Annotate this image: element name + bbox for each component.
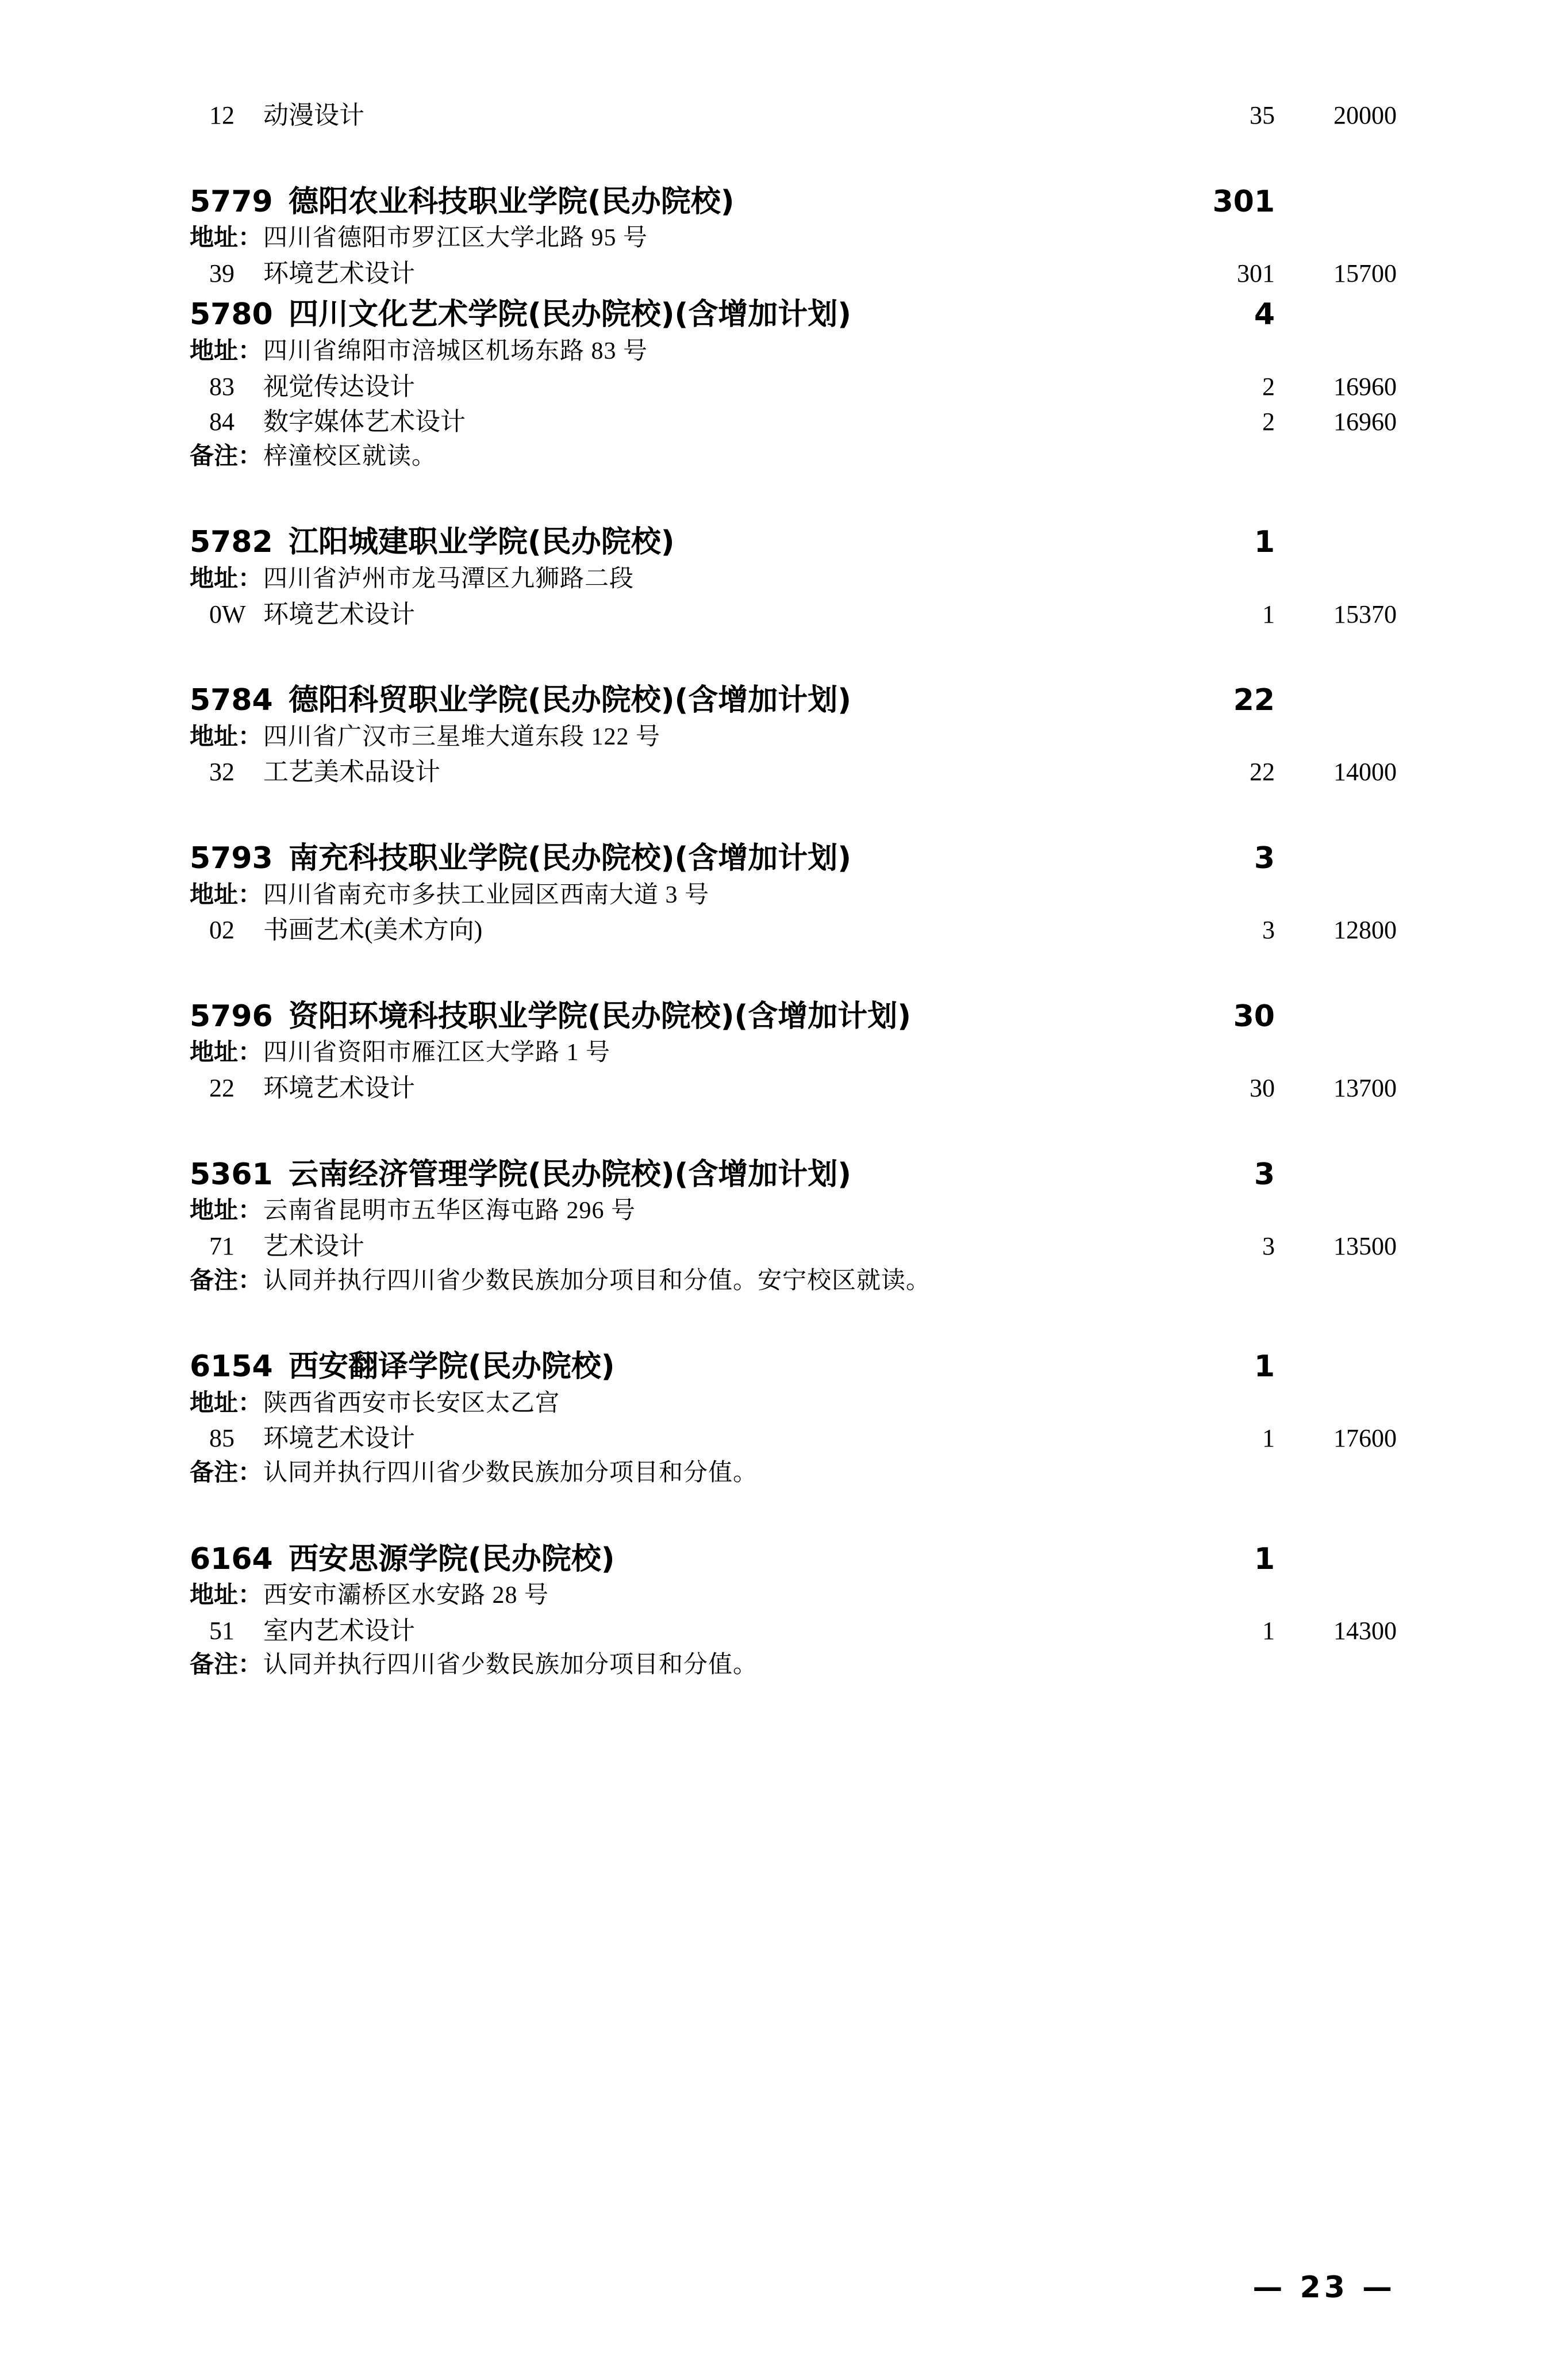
- address-label: 地址：: [190, 566, 263, 593]
- major-plan: 3: [1262, 1231, 1275, 1260]
- address-text: 四川省绵阳市涪城区机场东路 83 号: [263, 338, 648, 364]
- school-name: 江阳城建职业学院(民办院校): [289, 525, 675, 560]
- school-code: 5782: [190, 525, 273, 560]
- school-header: [190, 997, 1397, 1037]
- school-total-plan: 1: [1254, 1541, 1275, 1576]
- page-content: [190, 98, 1397, 1683]
- remark-label: 备注：: [190, 1267, 263, 1294]
- remark-text: 认同并执行四川省少数民族加分项目和分值。安宁校区就读。: [263, 1267, 931, 1294]
- major-row: [190, 1421, 1397, 1456]
- major-row: [190, 1229, 1397, 1264]
- school-remark: [190, 1456, 1397, 1491]
- school-address: [190, 562, 1397, 597]
- school-code: 5784: [190, 683, 273, 718]
- address-label: 地址：: [190, 1198, 263, 1225]
- major-label: [190, 256, 1160, 291]
- major-fee: 13500: [1333, 1231, 1397, 1260]
- school-remark: [190, 1648, 1397, 1683]
- major-code: 83: [209, 372, 235, 401]
- address-label: 地址：: [190, 1390, 263, 1417]
- school-code: 6164: [190, 1541, 273, 1576]
- major-label: [190, 1229, 1160, 1264]
- address-label: 地址：: [190, 881, 263, 908]
- major-code: 85: [209, 1424, 235, 1453]
- major-plan: 3: [1262, 916, 1275, 945]
- major-label: [190, 597, 1160, 632]
- school-name: 南充科技职业学院(民办院校)(含增加计划): [289, 841, 852, 876]
- major-row: [190, 98, 1397, 133]
- major-code: 39: [209, 259, 235, 287]
- school-header: [190, 839, 1397, 878]
- school-entry: [190, 183, 1397, 291]
- major-code: 0W: [209, 600, 246, 628]
- school-name: 德阳农业科技职业学院(民办院校): [289, 184, 735, 219]
- major-row: [190, 1070, 1397, 1106]
- spacer: [190, 133, 1397, 183]
- major-plan: 35: [1250, 101, 1275, 129]
- school-header: [190, 523, 1397, 562]
- major-fee: 12800: [1333, 916, 1397, 945]
- school-name: 四川文化艺术学院(民办院校)(含增加计划): [289, 297, 852, 332]
- school-header: [190, 1156, 1397, 1195]
- major-plan: 1: [1262, 1424, 1275, 1453]
- major-name: 环境艺术设计: [263, 1424, 415, 1453]
- school-code: 5361: [190, 1157, 273, 1192]
- school-header: [190, 296, 1397, 335]
- major-code: 84: [209, 408, 235, 436]
- address-text: 四川省德阳市罗江区大学北路 95 号: [263, 225, 648, 252]
- major-name: 书画艺术(美术方向): [263, 916, 483, 945]
- school-title: [190, 681, 1160, 720]
- address-text: 云南省昆明市五华区海屯路 296 号: [263, 1198, 636, 1225]
- school-entry: [190, 296, 1397, 474]
- school-total-plan: 1: [1254, 1349, 1275, 1384]
- school-name: 西安翻译学院(民办院校): [289, 1349, 615, 1384]
- major-name: 数字媒体艺术设计: [263, 408, 466, 436]
- major-plan: 2: [1262, 372, 1275, 401]
- school-title: [190, 839, 1160, 878]
- remark-label: 备注：: [190, 1459, 263, 1486]
- major-plan: 1: [1262, 600, 1275, 628]
- school-title: [190, 523, 1160, 562]
- major-row: [190, 369, 1397, 405]
- school-address: [190, 1579, 1397, 1613]
- school-title: [190, 183, 1160, 222]
- spacer: [190, 790, 1397, 839]
- address-text: 四川省广汉市三星堆大道东段 122 号: [263, 723, 661, 750]
- major-name: 动漫设计: [263, 101, 364, 129]
- school-address: [190, 1387, 1397, 1421]
- page-number: — 23 —: [1252, 2270, 1396, 2305]
- school-name: 德阳科贸职业学院(民办院校)(含增加计划): [289, 683, 852, 718]
- school-code: 5779: [190, 184, 273, 219]
- remark-text: 梓潼校区就读。: [263, 443, 437, 470]
- major-fee: 14000: [1333, 758, 1397, 786]
- major-row: [190, 404, 1397, 440]
- school-title: [190, 1156, 1160, 1195]
- remark-label: 备注：: [190, 443, 263, 470]
- school-total-plan: 4: [1254, 297, 1275, 332]
- major-plan: 1: [1262, 1616, 1275, 1645]
- major-fee: 15370: [1333, 600, 1397, 628]
- major-row: [190, 912, 1397, 948]
- major-fee: 20000: [1333, 101, 1397, 129]
- major-label: [190, 754, 1160, 790]
- school-entry: [190, 1156, 1397, 1298]
- school-entry-list: [190, 183, 1397, 1683]
- school-remark: [190, 440, 1397, 474]
- major-name: 艺术设计: [263, 1231, 364, 1260]
- major-plan: 301: [1237, 259, 1275, 287]
- major-plan: 2: [1262, 408, 1275, 436]
- school-remark: [190, 1264, 1397, 1299]
- major-label: [190, 912, 1160, 948]
- major-row: [190, 597, 1397, 632]
- major-fee: 15700: [1333, 259, 1397, 287]
- school-address: [190, 335, 1397, 369]
- major-code: 02: [209, 916, 235, 945]
- major-label: [190, 1421, 1160, 1456]
- school-name: 云南经济管理学院(民办院校)(含增加计划): [289, 1157, 852, 1192]
- spacer: [190, 474, 1397, 523]
- school-title: [190, 997, 1160, 1037]
- major-code: 71: [209, 1231, 235, 1260]
- school-total-plan: 30: [1233, 999, 1275, 1034]
- major-fee: 16960: [1333, 372, 1397, 401]
- school-total-plan: 1: [1254, 525, 1275, 560]
- remark-label: 备注：: [190, 1652, 263, 1679]
- spacer: [190, 1298, 1397, 1348]
- major-name: 环境艺术设计: [263, 1074, 415, 1103]
- school-address: [190, 720, 1397, 755]
- school-code: 5796: [190, 999, 273, 1034]
- major-label: [190, 98, 1160, 133]
- major-fee: 17600: [1333, 1424, 1397, 1453]
- address-text: 四川省泸州市龙马潭区九狮路二段: [263, 566, 635, 593]
- school-entry: [190, 523, 1397, 632]
- school-total-plan: 3: [1254, 1157, 1275, 1192]
- school-name: 资阳环境科技职业学院(民办院校)(含增加计划): [289, 999, 912, 1034]
- school-total-plan: 22: [1233, 683, 1275, 718]
- major-code: 12: [209, 101, 235, 129]
- school-entry: [190, 1348, 1397, 1490]
- school-code: 5780: [190, 297, 273, 332]
- address-text: 四川省南充市多扶工业园区西南大道 3 号: [263, 881, 710, 908]
- major-row: [190, 1613, 1397, 1649]
- address-label: 地址：: [190, 1039, 263, 1066]
- major-label: [190, 369, 1160, 405]
- remark-text: 认同并执行四川省少数民族加分项目和分值。: [263, 1459, 758, 1486]
- school-header: [190, 681, 1397, 720]
- major-name: 工艺美术品设计: [263, 758, 440, 786]
- spacer: [190, 948, 1397, 997]
- school-header: [190, 1540, 1397, 1579]
- spacer: [190, 1491, 1397, 1540]
- school-entry: [190, 1540, 1397, 1683]
- school-title: [190, 296, 1160, 335]
- school-title: [190, 1348, 1160, 1387]
- spacer: [190, 1106, 1397, 1156]
- major-name: 环境艺术设计: [263, 600, 415, 628]
- school-header: [190, 1348, 1397, 1387]
- school-header: [190, 183, 1397, 222]
- major-code: 51: [209, 1616, 235, 1645]
- school-title: [190, 1540, 1160, 1579]
- spacer: [190, 291, 1397, 296]
- school-total-plan: 3: [1254, 841, 1275, 876]
- school-entry: [190, 997, 1397, 1106]
- address-text: 陕西省西安市长安区太乙宫: [263, 1390, 560, 1417]
- address-label: 地址：: [190, 225, 263, 252]
- school-entry: [190, 681, 1397, 790]
- major-plan: 30: [1250, 1074, 1275, 1103]
- major-code: 22: [209, 1074, 235, 1103]
- major-name: 室内艺术设计: [263, 1616, 415, 1645]
- school-code: 5793: [190, 841, 273, 876]
- major-fee: 16960: [1333, 408, 1397, 436]
- major-name: 环境艺术设计: [263, 259, 415, 287]
- major-fee: 13700: [1333, 1074, 1397, 1103]
- major-label: [190, 1613, 1160, 1649]
- major-label: [190, 404, 1160, 440]
- address-label: 地址：: [190, 1582, 263, 1609]
- spacer: [190, 632, 1397, 681]
- major-label: [190, 1070, 1160, 1106]
- address-label: 地址：: [190, 723, 263, 750]
- address-label: 地址：: [190, 338, 263, 364]
- major-row: [190, 754, 1397, 790]
- remark-text: 认同并执行四川省少数民族加分项目和分值。: [263, 1652, 758, 1679]
- school-name: 西安思源学院(民办院校): [289, 1541, 615, 1576]
- school-entry: [190, 839, 1397, 948]
- major-plan: 22: [1250, 758, 1275, 786]
- school-address: [190, 1036, 1397, 1070]
- major-row: [190, 256, 1397, 291]
- major-code: 32: [209, 758, 235, 786]
- address-text: 西安市灞桥区水安路 28 号: [263, 1582, 549, 1609]
- school-address: [190, 1194, 1397, 1229]
- school-address: [190, 878, 1397, 913]
- school-address: [190, 221, 1397, 256]
- address-text: 四川省资阳市雁江区大学路 1 号: [263, 1039, 611, 1066]
- major-fee: 14300: [1333, 1616, 1397, 1645]
- major-name: 视觉传达设计: [263, 372, 415, 401]
- school-total-plan: 301: [1212, 184, 1275, 219]
- school-code: 6154: [190, 1349, 273, 1384]
